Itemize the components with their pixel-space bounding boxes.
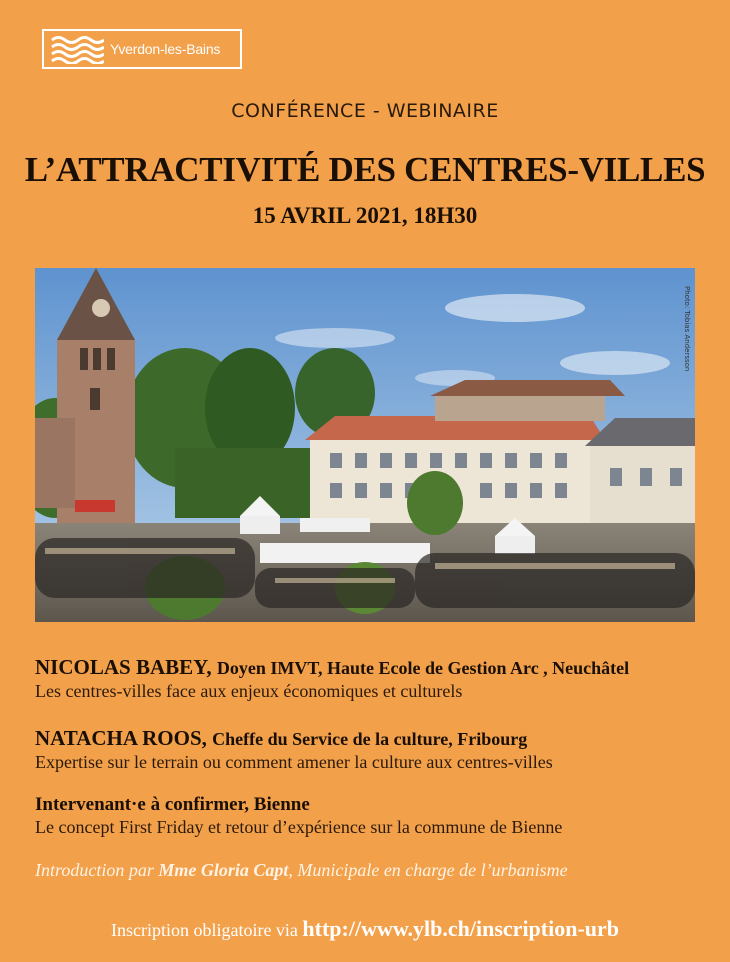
intro-suffix: , Municipale en charge de l’urbanisme <box>288 860 568 880</box>
speaker-role: Doyen IMVT, Haute Ecole de Gestion Arc , Neuchâtel <box>216 658 630 678</box>
photo-credit: Photo: Tobias Andersson <box>683 286 691 372</box>
waves-icon <box>50 34 104 64</box>
intro-prefix: Introduction par <box>35 860 159 880</box>
logo-text: Yverdon-les-Bains <box>110 41 221 57</box>
speaker-topic: Expertise sur le terrain ou comment amener la culture aux centres-villes <box>35 752 553 772</box>
speaker-1 <box>35 655 715 702</box>
speaker-name: NICOLAS BABEY, <box>35 655 212 679</box>
event-type: CONFÉRENCE - WEBINAIRE <box>231 100 499 122</box>
town-square-photo <box>35 268 695 622</box>
introduction-line <box>35 860 715 881</box>
speaker-2 <box>35 726 715 773</box>
registration-link[interactable]: http://www.ylb.ch/inscription-urb <box>302 916 620 941</box>
brand-logo <box>42 29 242 69</box>
speaker-name: NATACHA ROOS, <box>35 726 207 750</box>
speaker-name: Intervenant·e à confirmer, Bienne <box>35 794 310 815</box>
registration-line <box>0 916 730 942</box>
page-title: L’ATTRACTIVITÉ DES CENTRES-VILLES <box>24 150 706 189</box>
intro-person: Mme Gloria Capt <box>158 860 289 880</box>
event-date: 15 AVRIL 2021, 18H30 <box>252 203 478 228</box>
speaker-topic: Les centres-villes face aux enjeux économiques et culturels <box>35 681 463 701</box>
speaker-3 <box>35 791 715 838</box>
registration-label: Inscription obligatoire via <box>110 920 303 940</box>
speaker-role: Cheffe du Service de la culture, Fribourg <box>212 729 528 749</box>
speaker-topic: Le concept First Friday et retour d’expérience sur la commune de Bienne <box>35 817 563 837</box>
